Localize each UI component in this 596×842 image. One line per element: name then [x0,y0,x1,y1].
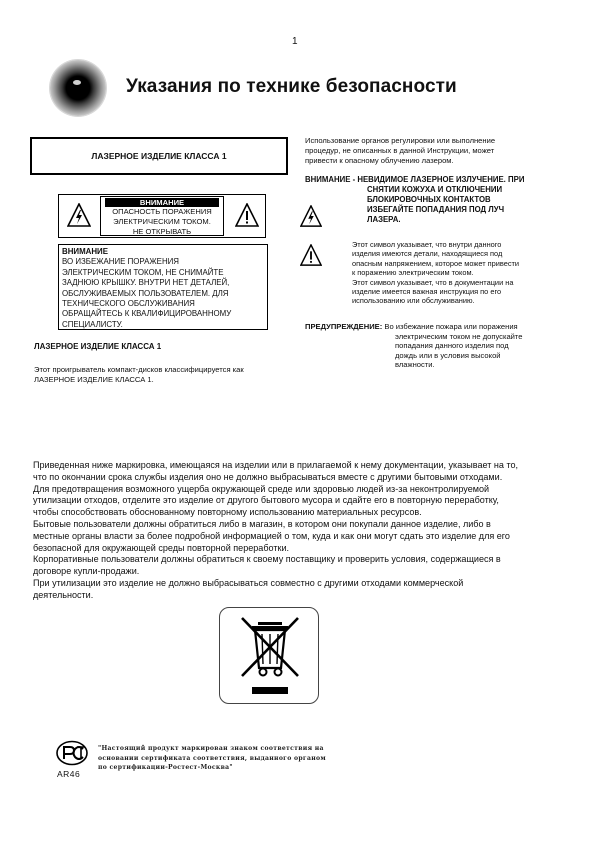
text-line: безопасной для окружающей среды повторной переработки. [33,542,290,553]
caution-heading: ВНИМАНИЕ [105,198,219,207]
controls-notice [305,136,555,165]
disc-logo-icon [50,60,106,116]
text-line: Во избежание пожара или поражения [382,322,518,331]
text-line: попадания данного изделия под [395,341,509,351]
warning-line: ОБСЛУЖИВАЕМЫХ ПОЛЬЗОВАТЕЛЕМ. ДЛЯ [62,288,229,298]
text-line: утилизации отходов, отделите это изделие от другого бытового мусора и сдайте его в повторную переработку, [33,495,499,506]
warning-line: ЗАДНЮЮ КРЫШКУ. ВНУТРИ НЕТ ДЕТАЛЕЙ, [62,278,230,288]
page-title: Указания по технике безопасности [126,76,457,97]
text-line: электрическим током не допускайте [395,331,523,341]
symbol-explanation [352,240,562,306]
text-line: дождь или в условия высокой [395,350,501,360]
text-line: договоре купли-продажи. [33,566,140,577]
warning-line: ОБРАЩАЙТЕСЬ К КВАЛИФИЦИРОВАННОМУ [62,309,232,319]
disposal-mark-frame [219,607,319,704]
crossed-wheelie-bin-icon [232,614,308,698]
laser-class-label: ЛАЗЕРНОЕ ИЗДЕЛИЕ КЛАССА 1 [91,151,227,161]
text-line: местные органы власти за более подробной информацией о том, куда и как они могут сдать это изделие для его [33,530,510,541]
laser-section-text [34,365,294,384]
lightning-warning-icon [67,203,91,227]
warning-box [58,244,268,330]
text-line: ЛАЗЕРА. [367,215,401,224]
text-line: При утилизации это изделие не должно выбрасываться совместно с другими отходами коммерческой [33,577,464,588]
exclamation-triangle-icon [300,244,322,266]
text-line: Этот проигрыватель компакт-дисков классифицируется как [34,365,244,374]
caution-line: ОПАСНОСТЬ ПОРАЖЕНИЯ [112,207,212,216]
warning-line: СПЕЦИАЛИСТУ. [62,319,123,329]
text-line: привести к опасному облучению лазером. [305,155,454,165]
warning-first-line: ВНИМАНИЕ - НЕВИДИМОЕ ЛАЗЕРНОЕ ИЗЛУЧЕНИЕ. ПРИ [305,175,525,184]
certification-text [98,744,358,773]
text-line: Для предотвращения возможного ущерба окружающей среде или здоровью людей из-за неконтролируемой [33,483,490,494]
text-line: деятельности. [33,589,94,600]
text-line: к поражению электрическим током. [352,268,474,278]
warning-line: ТЕХНИЧЕСКОГО ОБСЛУЖИВАНИЯ [62,299,195,309]
text-line: Этот символ указывает, что в документации на [352,277,514,287]
text-line: чтобы способствовать обоснованному повторному использованию материальных ресурсов. [33,507,422,518]
laser-section-heading: ЛАЗЕРНОЕ ИЗДЕЛИЕ КЛАССА 1 [34,342,162,351]
caution-line: ЭЛЕКТРИЧЕСКИМ ТОКОМ. [113,217,211,226]
lightning-triangle-icon [300,205,322,227]
text-line: изделие имеется важная инструкция по его [352,287,502,297]
text-line: процедур, не описанных в данной Инструкции, может [305,145,495,155]
warning-heading: ВНИМАНИЕ [62,247,108,256]
warning-line: ВО ИЗБЕЖАНИЕ ПОРАЖЕНИЯ [62,257,180,267]
text-line: Бытовые пользователи должны обратиться либо в магазин, в котором они покупали данное изделие, либо в [33,518,491,529]
text-line: Этот символ указывает, что внутри данного [352,240,502,249]
exclamation-warning-icon [235,203,259,227]
pct-certification-mark-icon [55,740,89,766]
text-line: основании сертификата соответствия, выданного органом [98,754,326,762]
invisible-laser-warning [305,175,565,225]
text-line: Корпоративные пользователи должны обратиться к своему поставщику и проверить условия, содержащиеся в [33,554,501,565]
text-line: ИЗБЕГАЙТЕ ПОПАДАНИЯ ПОД ЛУЧ [367,205,505,214]
certification-code: AR46 [57,769,81,779]
precaution-label: ПРЕДУПРЕЖДЕНИЕ: [305,322,383,331]
text-line: БЛОКИРОВОЧНЫХ КОНТАКТОВ [367,195,491,204]
text-line: Использование органов регулировки или выполнение [305,136,496,145]
text-line: Приведенная ниже маркировка, имеющаяся на изделии или в прилагаемой к нему документации, указывает на то, [33,460,519,470]
text-line: СНЯТИИ КОЖУХА И ОТКЛЮЧЕНИИ [367,185,503,194]
warning-line: ЭЛЕКТРИЧЕСКИМ ТОКОМ, НЕ СНИМАЙТЕ [62,267,224,277]
caution-label [100,196,224,236]
text-line: что по окончании срока службы изделия оно не должно выбрасываться вместе с другими бытовыми отходами. [33,471,503,482]
text-line: "Настоящий продукт маркирован знаком соответствия на [98,745,324,752]
page-number: 1 [292,36,298,47]
text-line: опасным напряжением, которое может привести [352,258,520,268]
text-line: использованию или обслуживанию. [352,296,475,306]
precaution-notice [305,322,567,370]
text-line: влажности. [395,360,435,370]
disposal-text [33,460,573,602]
text-line: изделия имеются детали, находящиеся под [352,249,503,259]
laser-class-box [30,137,288,175]
text-line: по сертификации-Ростест-Москва" [98,764,233,771]
text-line: ЛАЗЕРНОЕ ИЗДЕЛИЕ КЛАССА 1. [34,374,154,384]
caution-line: НЕ ОТКРЫВАТЬ [132,227,192,236]
